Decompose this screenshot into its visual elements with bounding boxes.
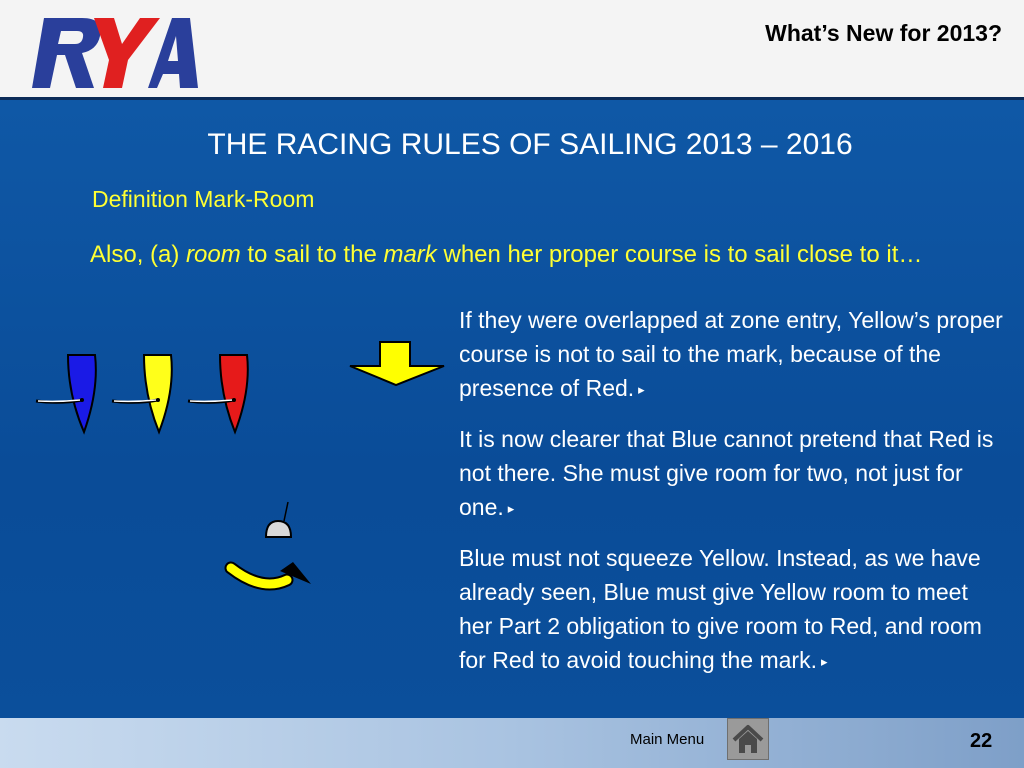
header-title: What’s New for 2013? <box>765 20 1002 46</box>
logo-text: RYA <box>30 14 32 15</box>
intro-mark: mark <box>383 241 437 268</box>
paragraph-1 <box>459 303 1004 407</box>
paragraph-1-text: If they were overlapped at zone entry, Yellow’s proper course is not to sail to the mark, because of the presence of Red. <box>459 307 1003 401</box>
paragraph-3 <box>459 541 1004 679</box>
header-bar <box>0 0 1024 100</box>
slide-title: THE RACING RULES OF SAILING 2013 – 2016 <box>207 128 853 161</box>
footer-bar <box>0 718 1024 768</box>
intro-part3: when her proper course is to sail close to it… <box>436 241 923 268</box>
intro-part2: to sail to the <box>240 241 384 268</box>
home-icon <box>728 719 768 759</box>
advance-marker-icon[interactable]: ▸ <box>820 654 828 669</box>
intro-room: room <box>186 241 241 268</box>
paragraph-3-text: Blue must not squeeze Yellow. Instead, as we have already seen, Blue must give Yellow room to meet her Part 2 obligation to give room to Red, and room for Red to avoid touching the mark. <box>459 545 982 673</box>
paragraph-2-text: It is now clearer that Blue cannot pretend that Red is not there. She must give room for two, not just for one. <box>459 426 994 520</box>
intro-text <box>90 238 940 272</box>
main-menu-link[interactable]: Main Menu <box>630 731 705 748</box>
rya-logo <box>30 14 200 92</box>
paragraph-2 <box>459 422 1004 526</box>
blue-boat <box>36 355 96 432</box>
yellow-boat <box>112 355 172 432</box>
page-number: 22 <box>970 730 993 752</box>
wind-arrow-icon <box>350 342 444 385</box>
intro-part1: Also, (a) <box>90 241 187 268</box>
course-arrow-icon <box>231 562 311 584</box>
slide-subtitle: Definition Mark-Room <box>92 186 315 212</box>
mark-buoy-icon <box>266 502 291 537</box>
advance-marker-icon[interactable]: ▸ <box>507 501 515 516</box>
sailing-diagram <box>0 300 460 610</box>
advance-marker-icon[interactable]: ▸ <box>638 382 645 397</box>
red-boat <box>188 355 248 432</box>
home-button[interactable] <box>727 718 769 760</box>
